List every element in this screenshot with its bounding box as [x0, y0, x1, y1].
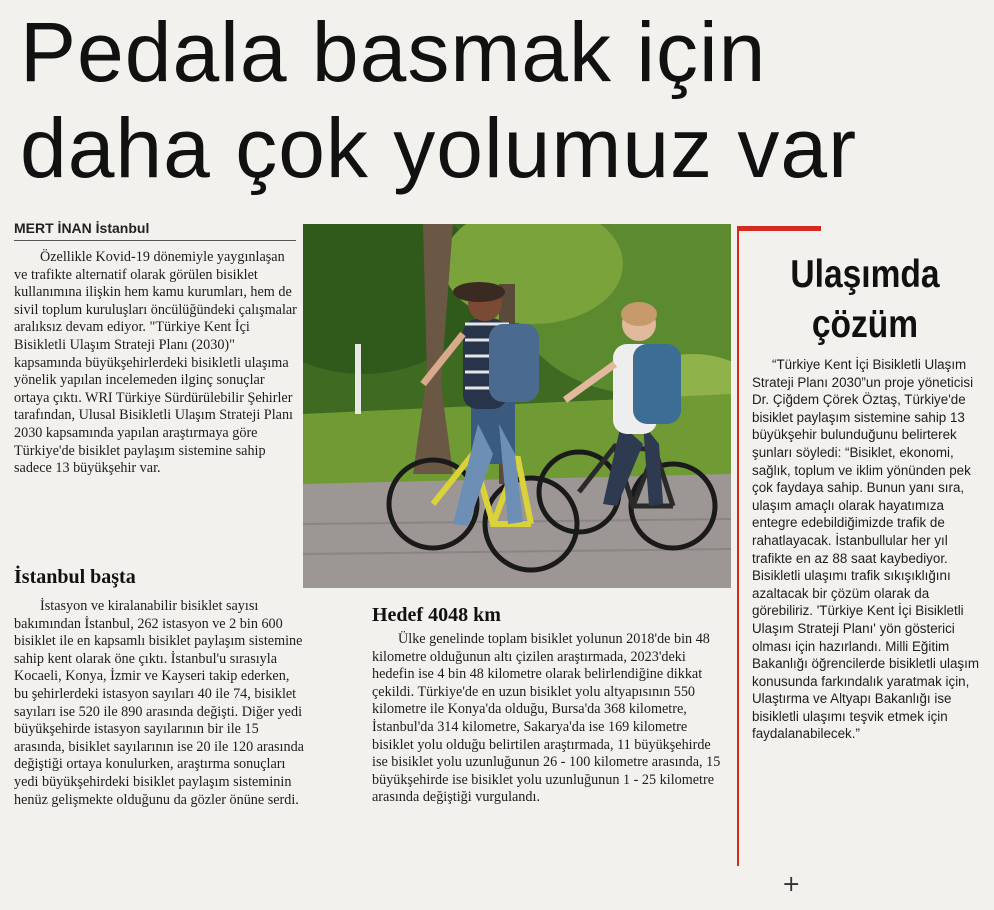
- sidebar-paragraph: “Türkiye Kent İçi Bisikletli Ulaşım Strateji Planı 2030”un proje yöneticisi Dr. Çiğdem Çörek Öztaş, Türkiye'de bisiklet paylaşım sistemine sahip 13 büyükşehir bulunduğunu belirterek şunları söyledi: “Bisiklet, ekonomi, sağlık, toplum ve iklim yönünden pek çok faydaya sahip. Bunun yanı sıra, ulaşım amaçlı olarak hayatımıza entegre edebildiğimizde trafik de rahatlayacak. İstanbullular her yıl trafikte en az 88 saat kaybediyor. Bisikletli ulaşımı trafik sıkışıklığını azaltacak bir çözüm olarak da görebiliriz. 'Türkiye Kent İçi Bisikletli Ulaşım Strateji Planı' yön gösterici olması için hazırlandı. Milli Eğitim Bakanlığı öğrencilerde bisikletli ulaşım konusunda farkındalık yaratmak için, Ulaştırma ve Altyapı Bakanlığı ise bisikletli ulaşımı teşvik etmek için faydalanabilecek.”: [752, 357, 980, 742]
- istanbul-paragraph: İstasyon ve kiralanabilir bisiklet sayısı bakımından İstanbul, 262 istasyon ve 2 bin 600 bisiklet ile en kapsamlı bisiklet paylaşım sistemine sahip kent olarak öne çıktı. İstanbul'u sırasıyla Kocaeli, Konya, İzmir ve Kayseri takip ederken, bu şehirlerdeki istasyon sayıları 40 ile 74, bisiklet sayıları ise 520 ile 890 arasında değişti. Diğer yedi büyükşehirde istasyon sayılarının bir ile 15 arasında, bisiklet sayılarının ise 20 ile 120 arasında değiştiği ortaya konulurken, araştırma sonuçları yedi büyükşehirdeki bisiklet paylaşım sisteminin henüz gelişmekte olduğunu da gözler önüne serdi.: [14, 598, 304, 808]
- registration-mark: +: [782, 872, 801, 897]
- subheading-hedef: Hedef 4048 km: [372, 604, 501, 626]
- headline: [20, 4, 980, 196]
- sidebar-accent-rule: [737, 226, 821, 231]
- cyclists-photo: [303, 224, 731, 588]
- sidebar-title-line-1: Ulaşımda: [790, 253, 940, 296]
- sidebar-accent-line: [737, 226, 739, 866]
- sidebar-title-line-2: çözüm: [811, 303, 919, 346]
- sidebar-title: [762, 250, 968, 350]
- headline-line-1: Pedala basmak için: [20, 5, 767, 99]
- byline: MERT İNAN İstanbul: [14, 220, 296, 241]
- headline-line-2: daha çok yolumuz var: [20, 101, 858, 195]
- hedef-paragraph: Ülke genelinde toplam bisiklet yolunun 2018'de bin 48 kilometre olduğunun altı çizilen araştırmada, 2023'deki hedefin ise 4 bin 48 kilometre olarak belirlendiğine dikkat çekildi. Türkiye'de en uzun bisiklet yolu altyapısının 550 kilometre ile Konya'da olduğu, Bursa'da 368 kilometre, İstanbul'da 314 kilometre, Sakarya'da ise 169 kilometre bisiklet yolu olduğu belirtilen araştırmada, 11 büyükşehirde ise bisiklet yolu uzunluğunun 26 - 100 kilometre arasında, 15 büyükşehirde ise bisiklet yolu uzunluğunun 1 - 25 kilometre arasında değiştiği vurgulandı.: [372, 631, 721, 806]
- intro-paragraph: Özellikle Kovid-19 dönemiyle yaygınlaşan ve trafikte alternatif olarak görülen bisiklet kullanımına ilişkin hem kamu kurumları, hem de sivil toplum kuruluşları öncülüğündeki çalışmalar aralıksız devam ediyor. "Türkiye Kent İçi Bisikletli Ulaşım Strateji Planı (2030)" kapsamında büyükşehirlerdeki bisikletli ulaşıma yönelik yapılan incelemeden ilginç sonuçlar ortaya çıktı. WRI Türkiye Sürdürülebilir Şehirler tarafından, Ulusal Bisikletli Ulaşım Strateji Planı 2030 kapsamında yapılan araştırmaya göre Türkiye'de bisiklet paylaşım sistemine sahip sadece 13 büyükşehir var.: [14, 249, 297, 477]
- subheading-istanbul: İstanbul başta: [14, 566, 136, 588]
